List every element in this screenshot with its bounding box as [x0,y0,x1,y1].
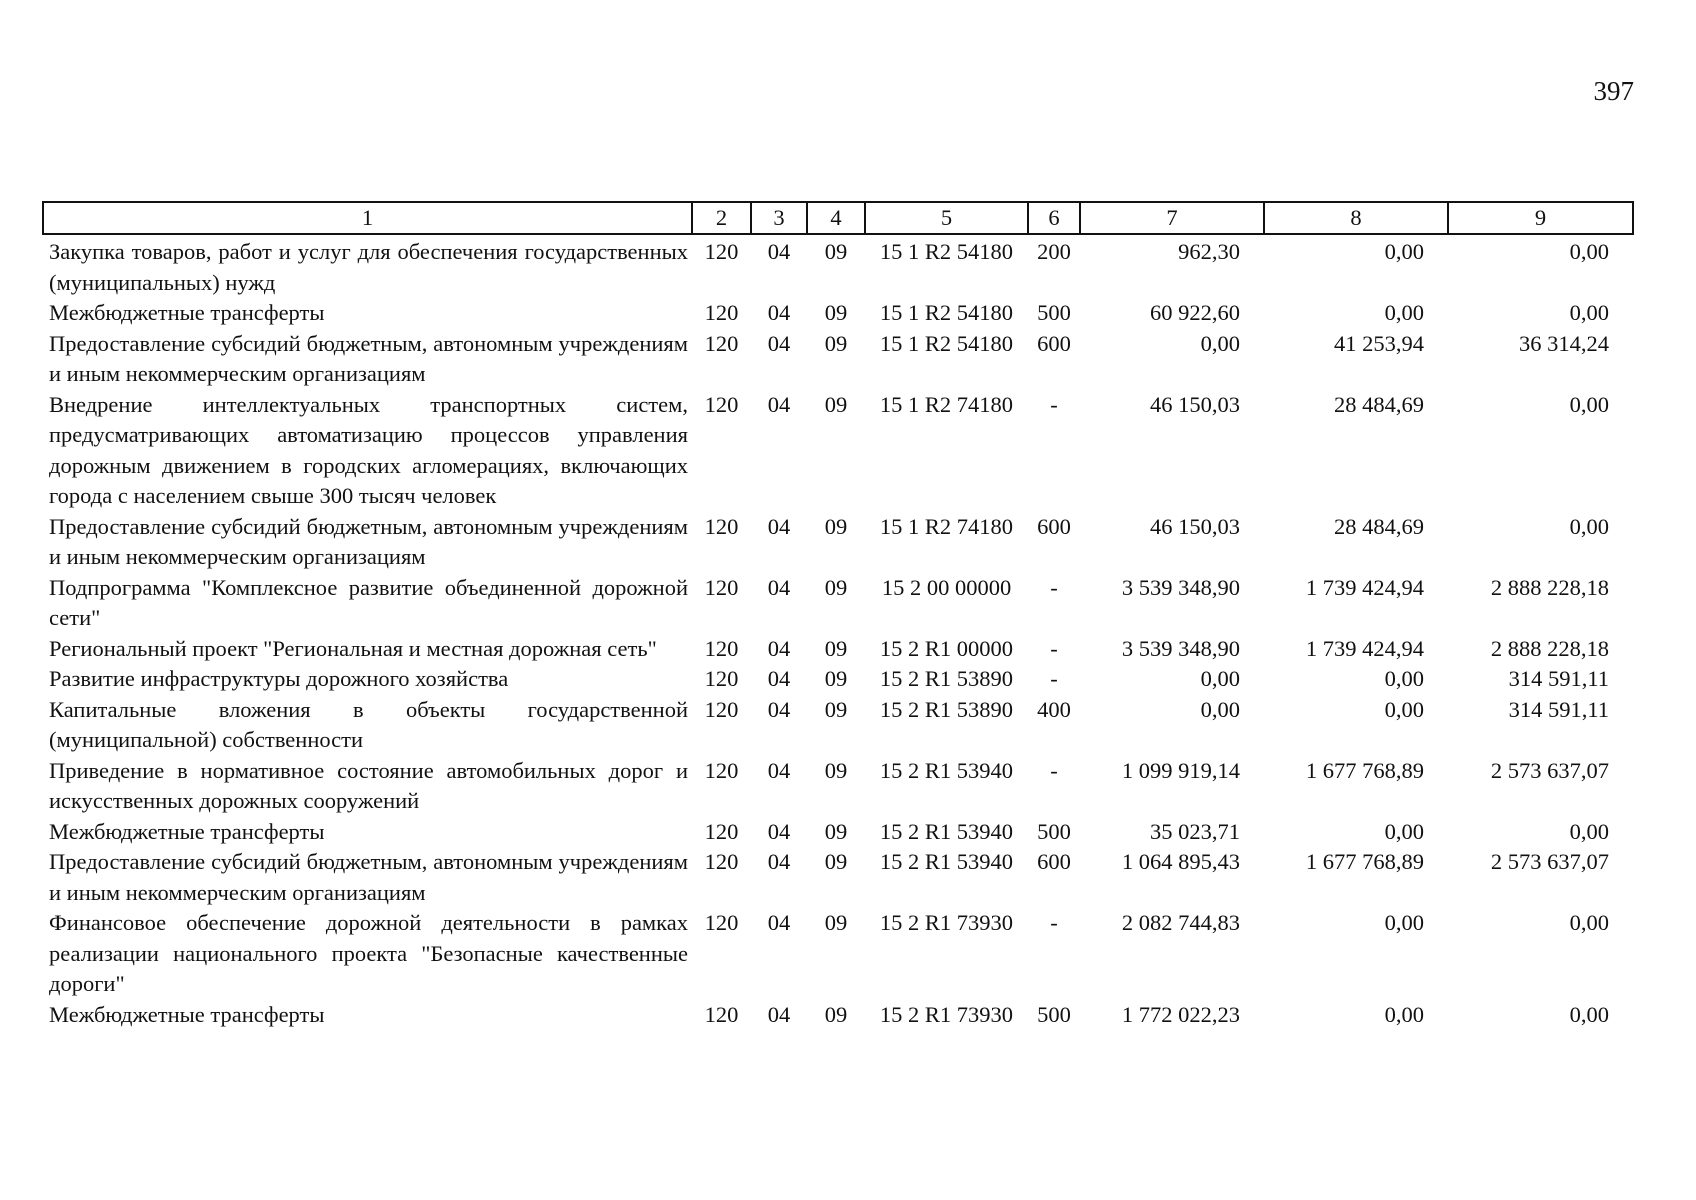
row-col-2: 120 [704,849,739,874]
row-value-7: 35 023,71 [1150,818,1240,844]
row-col-6: - [1050,391,1058,417]
header-col-7: 7 [1080,202,1264,234]
row-col-4: 09 [824,696,848,722]
row-code: 15 2 R1 53940 [879,849,1014,874]
row-name: Развитие инфраструктуры дорожного хозяйства [49,666,509,691]
row-name: Финансовое обеспечение дорожной деятельности в рамках реализации национального проекта "Безопасные качественные дороги" [49,910,688,996]
row-value-9: 2 888 228,18 [1490,574,1609,600]
row-col-6: 400 [1037,696,1071,722]
row-col-4: 09 [824,513,848,539]
row-col-3: 04 [767,330,791,356]
table-row [43,756,1633,817]
header-col-3: 3 [751,202,807,234]
row-col-2: 120 [704,391,739,417]
row-value-8: 41 253,94 [1334,330,1424,356]
row-code: 15 2 00 00000 [881,574,1012,600]
row-col-2: 120 [704,239,739,264]
row-value-9: 0,00 [1569,239,1609,264]
header-col-2: 2 [692,202,751,234]
table-row [43,695,1633,756]
row-value-8: 28 484,69 [1334,513,1424,539]
row-col-3: 04 [767,635,791,661]
table-row [43,512,1633,573]
row-col-6: 600 [1037,330,1071,356]
row-code: 15 2 R1 53940 [879,757,1014,783]
table-row [43,664,1633,695]
table-header [43,202,1633,234]
row-col-2: 120 [704,696,739,722]
row-col-6: - [1050,666,1058,691]
row-col-6: - [1050,635,1058,661]
row-value-9: 0,00 [1569,300,1609,325]
row-value-7: 1 099 919,14 [1121,757,1240,783]
row-value-8: 0,00 [1384,1001,1424,1027]
row-value-8: 1 677 768,89 [1305,757,1424,783]
row-col-3: 04 [767,910,791,935]
row-col-2: 120 [704,574,739,600]
row-col-3: 04 [767,1001,791,1027]
row-code: 15 2 R1 00000 [879,635,1014,661]
row-value-7: 46 150,03 [1150,513,1240,539]
row-name: Региональный проект "Региональная и местная дорожная сеть" [49,635,657,661]
table-row [43,634,1633,665]
row-code: 15 1 R2 54180 [879,239,1014,264]
row-col-6: 600 [1037,849,1071,874]
row-col-2: 120 [704,910,739,935]
page-number: 397 [1593,76,1634,106]
row-name: Подпрограмма "Комплексное развитие объединенной дорожной сети" [49,574,688,630]
row-col-4: 09 [824,635,848,661]
row-col-3: 04 [767,757,791,783]
row-col-2: 120 [704,513,739,539]
row-col-2: 120 [704,818,739,844]
row-col-2: 120 [704,666,739,691]
row-code: 15 2 R1 73930 [879,1001,1014,1027]
row-col-4: 09 [824,1001,848,1027]
row-value-7: 1 772 022,23 [1121,1001,1240,1027]
row-name: Предоставление субсидий бюджетным, автономным учреждениям и иным некоммерческим организациям [49,330,688,386]
row-col-6: 600 [1037,513,1071,539]
row-value-8: 28 484,69 [1334,391,1424,417]
header-col-6: 6 [1028,202,1080,234]
row-name: Капитальные вложения в объекты государственной (муниципальной) собственности [49,696,688,752]
row-value-9: 2 573 637,07 [1490,849,1609,874]
row-name: Предоставление субсидий бюджетным, автономным учреждениям и иным некоммерческим организациям [49,849,688,905]
row-col-2: 120 [704,330,739,356]
row-name: Межбюджетные трансферты [49,818,325,844]
row-code: 15 1 R2 54180 [879,300,1014,325]
header-col-9: 9 [1448,202,1633,234]
row-code: 15 2 R1 53940 [879,818,1014,844]
row-value-8: 0,00 [1384,239,1424,264]
budget-table-container [42,201,1632,1030]
row-name: Закупка товаров, работ и услуг для обеспечения государственных (муниципальных) нужд [49,239,688,295]
row-col-4: 09 [824,910,848,935]
budget-table [42,201,1634,1030]
row-col-3: 04 [767,849,791,874]
table-row [43,329,1633,390]
row-value-9: 0,00 [1569,1001,1609,1027]
row-name: Приведение в нормативное состояние автомобильных дорог и искусственных дорожных сооружений [49,757,688,813]
row-value-9: 2 888 228,18 [1490,635,1609,661]
row-col-3: 04 [767,696,791,722]
row-value-7: 3 539 348,90 [1121,574,1240,600]
row-value-7: 0,00 [1200,330,1240,356]
row-col-6: 500 [1037,818,1071,844]
table-row [43,817,1633,848]
row-col-2: 120 [704,300,739,325]
row-name: Внедрение интеллектуальных транспортных систем, предусматривающих автоматизацию процессов управления дорожным движением в городских агломерациях, включающих города с населением свыше 300 тысяч человек [49,391,688,508]
table-row [43,1000,1633,1031]
row-col-3: 04 [767,513,791,539]
row-col-3: 04 [767,574,791,600]
row-col-6: - [1050,910,1058,935]
row-col-3: 04 [767,239,791,264]
table-row [43,390,1633,512]
row-code: 15 1 R2 74180 [879,513,1014,539]
row-value-8: 1 677 768,89 [1305,849,1424,874]
row-value-8: 0,00 [1384,910,1424,935]
table-row [43,298,1633,329]
row-col-4: 09 [824,757,848,783]
row-code: 15 1 R2 74180 [879,391,1014,417]
row-value-9: 314 591,11 [1508,666,1609,691]
row-col-6: 200 [1037,239,1071,264]
row-value-9: 0,00 [1569,513,1609,539]
row-col-4: 09 [824,818,848,844]
row-code: 15 1 R2 54180 [879,330,1014,356]
row-code: 15 2 R1 53890 [879,696,1014,722]
row-value-7: 2 082 744,83 [1121,910,1240,935]
row-col-4: 09 [824,849,848,874]
row-col-4: 09 [824,330,848,356]
row-value-7: 1 064 895,43 [1121,849,1240,874]
table-row [43,908,1633,1000]
header-col-4: 4 [807,202,865,234]
row-value-8: 0,00 [1384,300,1424,325]
row-col-3: 04 [767,391,791,417]
row-value-8: 0,00 [1384,666,1424,691]
row-col-3: 04 [767,300,791,325]
row-value-7: 0,00 [1200,666,1240,691]
row-col-4: 09 [824,300,848,325]
row-value-7: 46 150,03 [1150,391,1240,417]
row-value-9: 0,00 [1569,391,1609,417]
row-col-4: 09 [824,391,848,417]
row-col-4: 09 [824,574,848,600]
row-col-4: 09 [824,666,848,691]
table-row [43,234,1633,298]
row-col-6: 500 [1037,1001,1071,1027]
header-col-5: 5 [865,202,1028,234]
row-value-8: 0,00 [1384,696,1424,722]
row-name: Межбюджетные трансферты [49,300,325,325]
table-row [43,573,1633,634]
row-value-8: 1 739 424,94 [1305,574,1424,600]
row-col-2: 120 [704,757,739,783]
row-value-7: 3 539 348,90 [1121,635,1240,661]
row-code: 15 2 R1 53890 [879,666,1014,691]
row-value-7: 0,00 [1200,696,1240,722]
row-value-8: 0,00 [1384,818,1424,844]
row-value-9: 2 573 637,07 [1490,757,1609,783]
row-col-4: 09 [824,239,848,264]
row-code: 15 2 R1 73930 [879,910,1014,935]
table-row [43,847,1633,908]
header-col-1: 1 [43,202,692,234]
row-value-9: 0,00 [1569,818,1609,844]
row-col-6: 500 [1037,300,1071,325]
row-col-3: 04 [767,818,791,844]
row-value-9: 0,00 [1569,910,1609,935]
row-name: Предоставление субсидий бюджетным, автономным учреждениям и иным некоммерческим организациям [49,513,688,569]
header-row [43,202,1633,234]
row-col-2: 120 [704,635,739,661]
row-value-9: 36 314,24 [1519,330,1609,356]
row-col-6: - [1050,574,1058,600]
header-col-8: 8 [1264,202,1448,234]
row-col-6: - [1050,757,1058,783]
table-body [43,234,1633,1030]
row-value-7: 962,30 [1178,239,1240,264]
row-value-7: 60 922,60 [1150,300,1240,325]
row-value-9: 314 591,11 [1508,696,1609,722]
row-name: Межбюджетные трансферты [49,1001,325,1027]
row-col-3: 04 [767,666,791,691]
row-col-2: 120 [704,1001,739,1027]
row-value-8: 1 739 424,94 [1305,635,1424,661]
